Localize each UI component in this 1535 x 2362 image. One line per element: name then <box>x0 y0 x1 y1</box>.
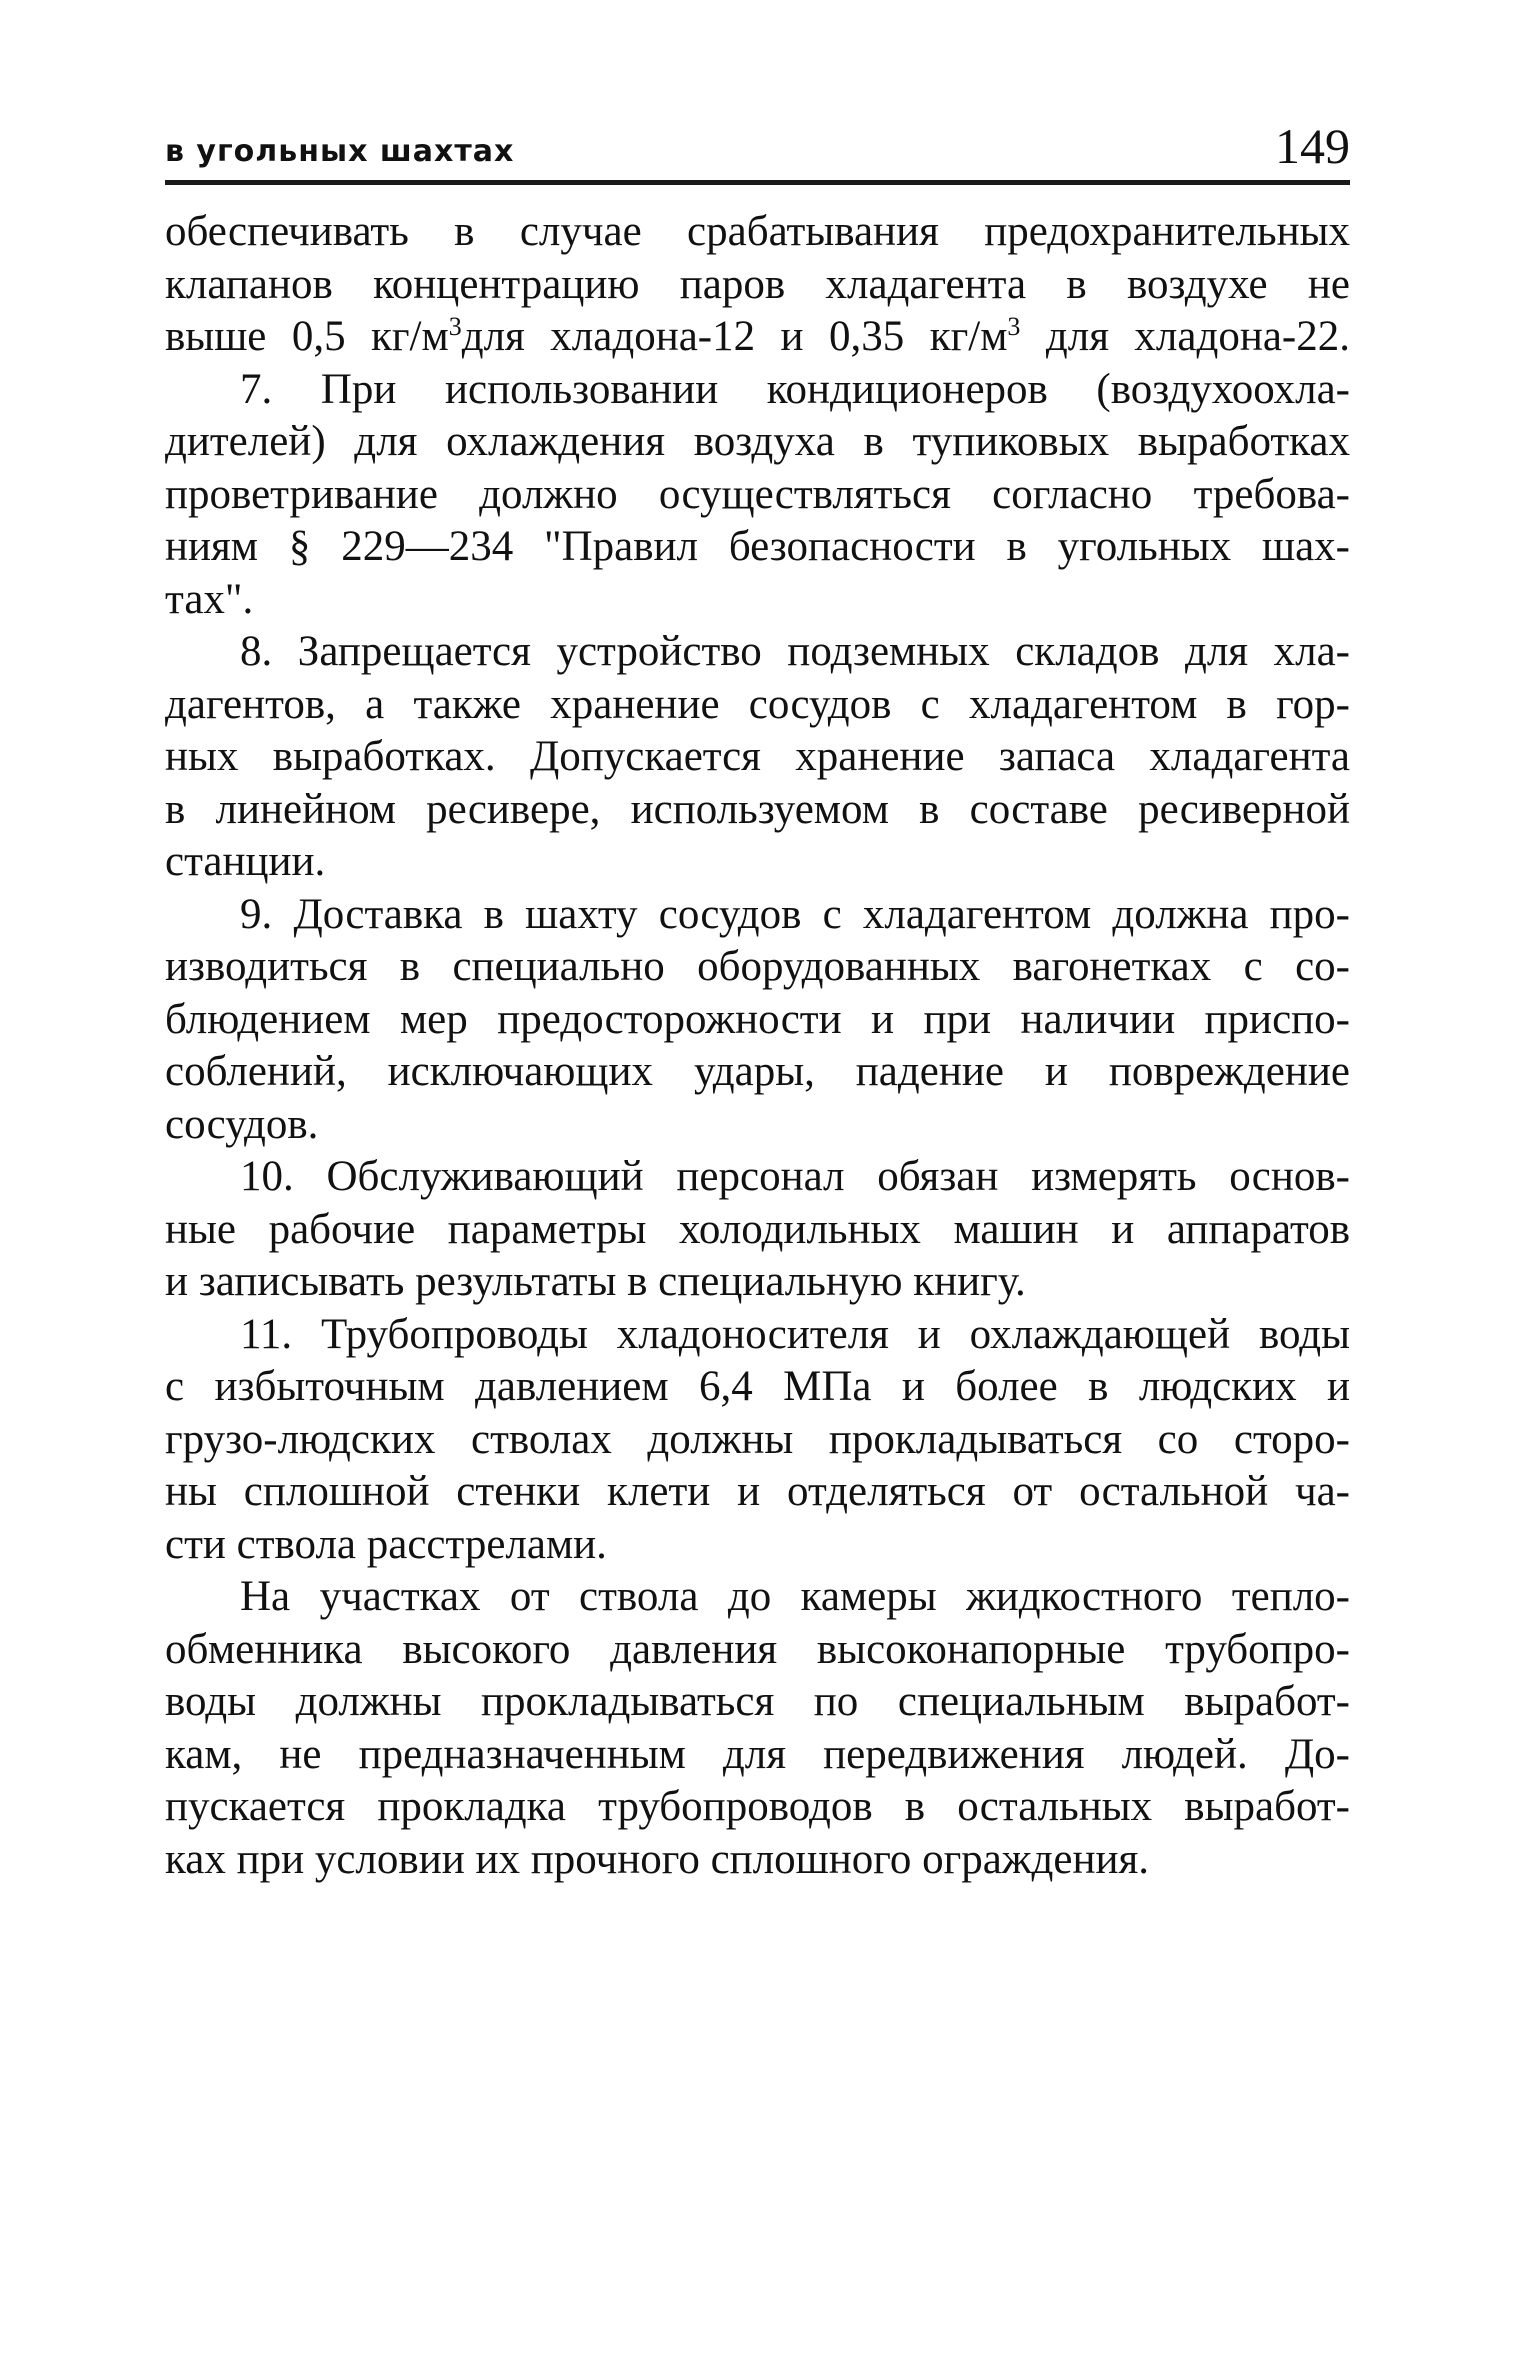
text-line: На участках от ствола до камеры жидкостного тепло- <box>240 1573 1350 1620</box>
text-line: воды должны прокладываться по специальным выработ- <box>165 1678 1350 1725</box>
page-number: 149 <box>1275 118 1350 174</box>
text-segment: для хладона-22. <box>1020 313 1350 360</box>
superscript: 3 <box>1007 312 1021 341</box>
text-line: проветривание должно осуществляться согласно требова- <box>165 470 1350 518</box>
text-line: ных выработках. Допускается хранение запаса хладагента <box>165 733 1350 780</box>
text-line: 11. Трубопроводы хладоносителя и охлаждающей воды <box>240 1310 1350 1358</box>
text-line: ные рабочие параметры холодильных машин и аппаратов <box>165 1205 1350 1253</box>
text-line: соблений, исключающих удары, падение и повреждение <box>165 1048 1350 1095</box>
text-line: кам, не предназначенным для передвижения людей. До- <box>165 1730 1350 1778</box>
text-line: в линейном ресивере, используемом в составе ресиверной <box>165 785 1350 833</box>
text-line: дагентов, а также хранение сосудов с хладагентом в гор- <box>165 680 1350 728</box>
text-line: ках при условии их прочного сплошного ограждения. <box>165 1835 1150 1883</box>
text-segment: выше 0,5 кг/м <box>165 313 449 360</box>
text-line: обменника высокого давления высоконапорные трубопро- <box>165 1625 1350 1673</box>
text-line: ны сплошной стенки клети и отделяться от остальной ча- <box>165 1468 1350 1515</box>
text-line: обеспечивать в случае срабатывания предохранительных <box>165 208 1350 255</box>
header-rule <box>165 180 1350 185</box>
text-line: 9. Доставка в шахту сосудов с хладагентом должна про- <box>240 890 1350 938</box>
text-line: станции. <box>165 838 326 885</box>
text-line: блюдением мер предосторожности и при наличии приспо- <box>165 995 1350 1043</box>
text-line: клапанов концентрацию паров хладагента в воздухе не <box>165 260 1350 308</box>
text-line: дителей) для охлаждения воздуха в тупиковых выработках <box>165 418 1350 465</box>
running-head <box>165 116 1350 176</box>
running-title: в угольных шахтах <box>165 134 515 169</box>
text-line: грузо-людских стволах должны прокладываться со сторо- <box>165 1415 1350 1463</box>
text-line: сти ствола расстрелами. <box>165 1520 607 1568</box>
text-line: пускается прокладка трубопроводов в остальных выработ- <box>165 1783 1350 1830</box>
text-line: с избыточным давлением 6,4 МПа и более в людских и <box>165 1363 1350 1410</box>
superscript: 3 <box>448 312 462 341</box>
text-line: ниям § 229—234 "Правил безопасности в угольных шах- <box>165 523 1350 570</box>
text-line: тах". <box>165 575 254 623</box>
text-segment: для хладона-12 и 0,35 кг/м <box>461 313 1008 360</box>
text-line: изводиться в специально оборудованных вагонетках с со- <box>165 943 1350 990</box>
body-text <box>165 206 1350 1886</box>
text-line: сосудов. <box>165 1100 319 1148</box>
text-line <box>165 311 1350 364</box>
text-line: 7. При использовании кондиционеров (воздухоохла- <box>240 365 1350 413</box>
text-line: и записывать результаты в специальную книгу. <box>165 1258 1026 1305</box>
text-line: 10. Обслуживающий персонал обязан измерять основ- <box>240 1153 1350 1200</box>
text-line: 8. Запрещается устройство подземных складов для хла- <box>240 628 1350 675</box>
